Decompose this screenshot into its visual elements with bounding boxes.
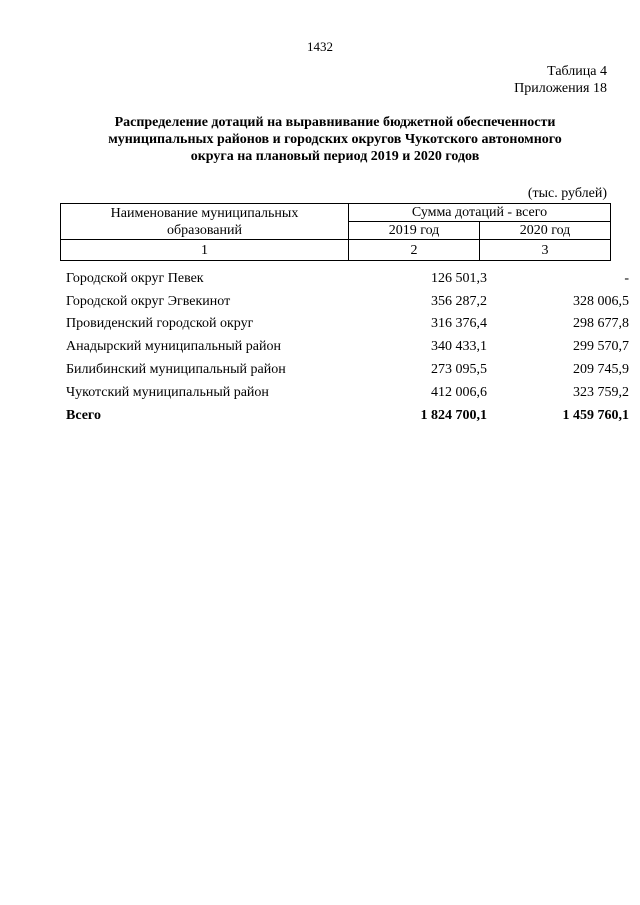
table-header [60, 203, 611, 261]
column-header-name-line: образований [167, 222, 242, 238]
document-title-line: округа на плановый период 2019 и 2020 годов [190, 149, 480, 164]
table-row [60, 381, 633, 404]
total-row [60, 404, 633, 427]
column-header-name [61, 204, 349, 240]
table-caption-number: Таблица 4 [547, 64, 607, 79]
row-2020-cell: - [624, 270, 629, 286]
row-2020-cell: 299 570,7 [573, 339, 629, 355]
document-title-line: Распределение дотаций на выравнивание бюджетной обеспеченности [114, 115, 556, 130]
column-header-name-line: Наименование муниципальных [110, 205, 299, 221]
row-name-cell: Анадырский муниципальный район [66, 339, 281, 355]
row-2019-cell: 412 006,6 [431, 384, 487, 400]
row-2019-cell: 356 287,2 [431, 293, 487, 309]
row-2019-cell: 126 501,3 [431, 270, 487, 286]
table-row [60, 335, 633, 358]
row-name-cell: Билибинский муниципальный район [66, 362, 286, 378]
row-2019-cell: 1 824 700,1 [420, 407, 487, 423]
column-number: 2 [349, 240, 480, 261]
document-title [60, 114, 610, 165]
table-caption [514, 63, 607, 97]
row-2019-cell: 273 095,5 [431, 362, 487, 378]
column-number: 3 [480, 240, 611, 261]
row-2020-cell: 1 459 760,1 [562, 407, 629, 423]
row-name-cell: Городской округ Эгвекинот [66, 293, 231, 309]
row-name-cell: Чукотский муниципальный район [66, 384, 269, 400]
row-name-cell: Всего [66, 407, 101, 423]
table-row [60, 358, 633, 381]
column-header-2019: 2019 год [349, 222, 480, 240]
row-name-cell: Городской округ Певек [66, 270, 204, 286]
table-row [60, 267, 633, 290]
row-2020-cell: 209 745,9 [573, 362, 629, 378]
table-row [60, 313, 633, 336]
column-number: 1 [61, 240, 349, 261]
row-2019-cell: 316 376,4 [431, 316, 487, 332]
row-2020-cell: 328 006,5 [573, 293, 629, 309]
units-label: (тыс. рублей) [527, 186, 607, 201]
page-number: 1432 [307, 39, 333, 54]
row-2020-cell: 298 677,8 [573, 316, 629, 332]
document-title-line: муниципальных районов и городских округов Чукотского автономного [108, 132, 562, 147]
data-table [60, 267, 633, 427]
column-header-2020: 2020 год [480, 222, 611, 240]
row-2019-cell: 340 433,1 [431, 339, 487, 355]
row-2020-cell: 323 759,2 [573, 384, 629, 400]
table-caption-appendix: Приложения 18 [514, 81, 607, 96]
table-row [60, 290, 633, 313]
column-group-header-sum: Сумма дотаций - всего [349, 204, 611, 222]
row-name-cell: Провиденский городской округ [66, 316, 254, 332]
